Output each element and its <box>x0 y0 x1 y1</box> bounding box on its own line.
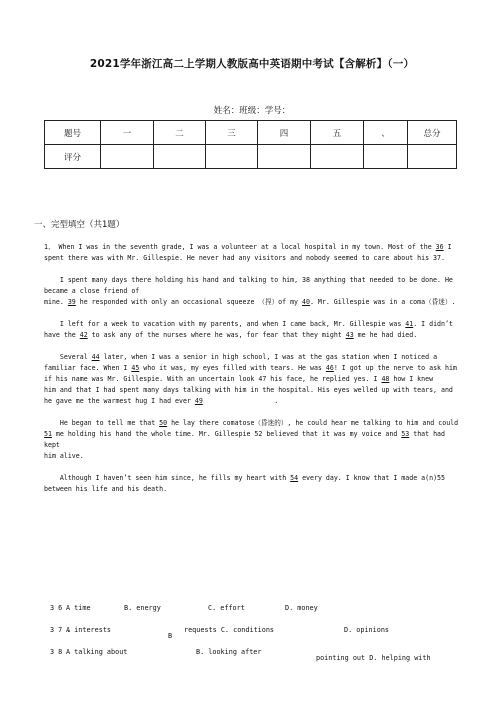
answer-options <box>50 604 460 670</box>
score-cell <box>311 145 364 169</box>
passage-text: Although I haven’t seen him since, he fills my heart with <box>44 474 291 482</box>
option-d: D. opinions <box>344 626 390 634</box>
page-title: 2021学年浙江高二上学期人教版高中英语期中考试【含解析】（一） <box>89 58 415 70</box>
score-cell <box>206 145 258 169</box>
passage-text: I left for a week to vacation with my parents, and when I came back, Mr. Gillespie was <box>44 320 406 328</box>
passage-text: me he had died. <box>353 331 418 339</box>
passage-paragraph <box>44 242 460 264</box>
option-c: requests C. conditions <box>184 626 275 634</box>
score-table-header-row <box>45 121 457 145</box>
passage-text: that had kept him alive. <box>44 430 445 460</box>
score-cell <box>101 145 154 169</box>
option-a: A time <box>66 604 91 612</box>
passage-text: Several <box>44 353 92 361</box>
score-cell: 三 <box>206 121 258 145</box>
passage-text: 1、 When I was in the seventh grade, I was a volunteer at a local hospital in my town. Most of the <box>44 243 436 251</box>
score-cell: 一 <box>101 121 154 145</box>
passage-text: who it was, my eyes filled with tears. He was <box>139 364 326 372</box>
passage-text: ! I got up the nerve to ask him if his name was Mr. Gillespie. With an uncertain look 47 his face, he replied yes. I <box>44 364 461 383</box>
blank-number: 40 <box>302 298 310 306</box>
option-a: A interests <box>66 626 112 634</box>
blank-number: 36 <box>435 243 444 251</box>
option-d: D. money <box>285 604 318 612</box>
option-c: C. effort <box>208 604 245 612</box>
cloze-passage <box>44 242 463 506</box>
score-cell: 五 <box>311 121 364 145</box>
blank-number: 43 <box>345 331 354 339</box>
passage-paragraph <box>44 473 460 495</box>
passage-text: . <box>202 397 279 405</box>
question-number: 3 8 <box>50 648 63 656</box>
passage-text: I spent there was with Mr. Gillespie. He never had any visitors and nobody seemed to care about his 37. <box>44 243 456 262</box>
passage-paragraph <box>44 275 460 308</box>
passage-text: every day. I know that I made a(n)55 between his life and his death. <box>44 474 449 493</box>
passage-text: to ask any of the nurses where he was, for fear that they might <box>87 331 346 339</box>
blank-number: 46 <box>325 364 334 372</box>
score-cell <box>154 145 206 169</box>
score-cell <box>258 145 311 169</box>
option-a: A talking about <box>66 648 128 656</box>
blank-number: 44 <box>91 353 100 361</box>
passage-paragraph <box>44 352 460 407</box>
score-table-score-row <box>45 145 457 169</box>
option-b: B. energy <box>124 604 161 612</box>
blank-number: 45 <box>131 364 140 372</box>
score-cell <box>408 145 457 169</box>
score-cell <box>364 145 408 169</box>
passage-text: later, when I was a senior in high school, I was at the gas station when I noticed a familiar face. When I <box>44 353 442 372</box>
blank-number: 39 <box>67 298 76 306</box>
passage-text: how I knew him and that I had spent many days talking with him in the hospital. His eyes welled up with tears, and he gave me the warmest hug I had ever <box>44 375 453 405</box>
passage-text: I spent many days there holding his hand and talking to him, 38 anything that needed to be done. He became a close friend of mine. <box>44 276 453 306</box>
section-title: 一、完型填空（共1题） <box>34 220 125 230</box>
blank-number: 42 <box>79 331 88 339</box>
blank-number: 48 <box>381 375 390 383</box>
question-number: 3 6 <box>50 604 63 612</box>
option-d: pointing out D. helping with <box>316 654 431 662</box>
blank-number: 49 <box>194 397 203 405</box>
passage-text: he responded with only an occasional squeeze （捏）of my <box>75 298 302 306</box>
score-cell: 、 <box>364 121 408 145</box>
score-cell: 评分 <box>45 145 101 169</box>
score-cell: 总分 <box>408 121 457 145</box>
blank-number: 50 <box>159 419 168 427</box>
passage-paragraph <box>44 319 460 341</box>
score-cell: 题号 <box>45 121 101 145</box>
option-b: B. looking after <box>196 648 262 656</box>
passage-text: . Mr. Gillespie was in a coma（昏迷）. <box>309 298 456 306</box>
option-row-37 <box>50 626 460 648</box>
passage-text: He began to tell me that <box>44 419 160 427</box>
passage-text: he lay there comatose（昏迷的）, he could hear me talking to him and could <box>167 419 463 427</box>
option-row-36 <box>50 604 460 626</box>
option-b: B <box>168 632 173 640</box>
blank-number: 54 <box>290 474 299 482</box>
score-table <box>44 120 457 169</box>
blank-number: 53 <box>401 430 410 438</box>
passage-text: . I didn’t have the <box>44 320 457 339</box>
blank-number: 51 <box>44 430 52 438</box>
passage-paragraph <box>44 418 463 462</box>
option-row-38 <box>50 648 460 670</box>
student-info-line: 姓名：班级：学号： <box>213 106 291 116</box>
score-cell: 四 <box>258 121 311 145</box>
question-number: 3 7 . <box>50 626 71 634</box>
blank-number: 41 <box>405 320 414 328</box>
score-cell: 二 <box>154 121 206 145</box>
passage-text: me holding his hand the whole time. Mr. Gillespie 52 believed that it was my voice and <box>51 430 402 438</box>
